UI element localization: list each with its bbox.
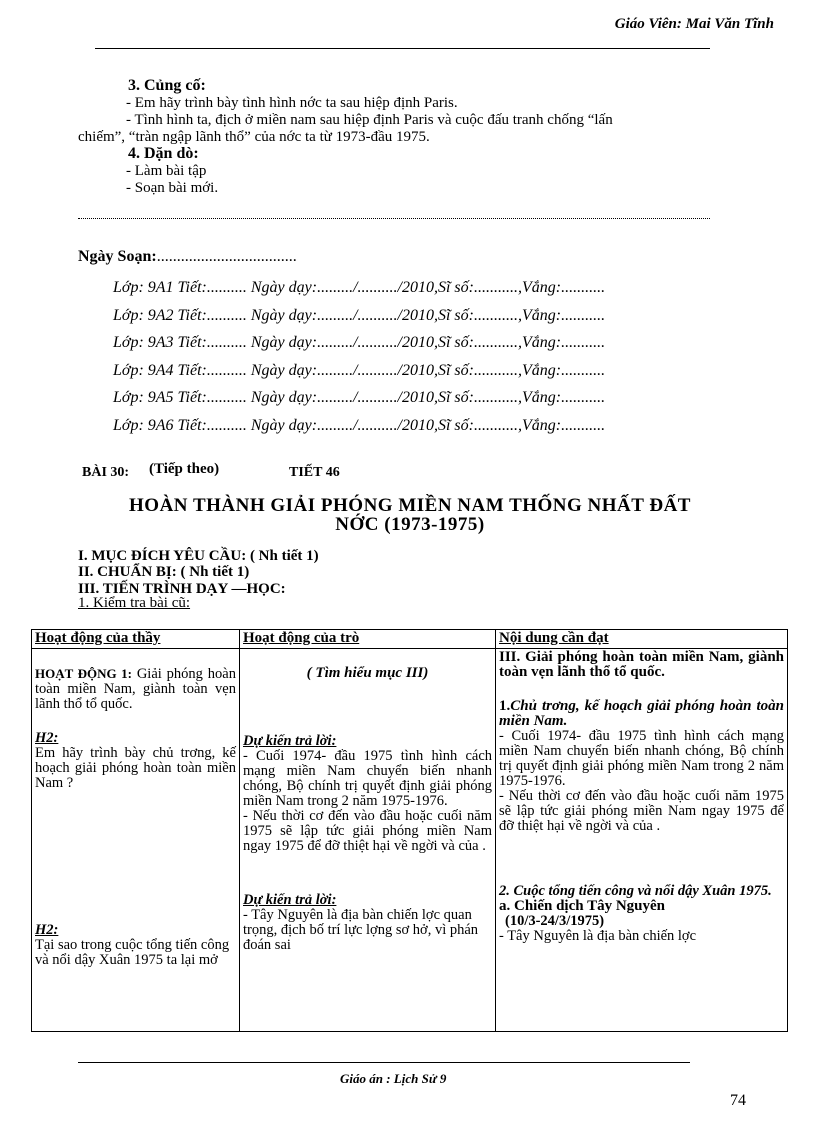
page-number: 74	[730, 1092, 746, 1109]
dando-line1: - Làm bài tập	[126, 163, 207, 179]
tiep-theo: (Tiếp theo)	[149, 461, 220, 477]
sub2-heading: 2. Cuộc tổng tiến công và nổi dậy Xuân 1975.	[499, 883, 772, 899]
chuan-bi-heading: II. CHUẨN BỊ:	[78, 564, 177, 580]
dando-line2: - Soạn bài mới.	[126, 180, 219, 196]
footer-text: Giáo án : Lịch Sử 9	[340, 1071, 447, 1086]
lesson-title-line2: NỚC (1973-1975)	[335, 514, 485, 535]
teacher-cell	[32, 649, 240, 1032]
chuan-bi	[78, 564, 249, 581]
bai-label: BÀI 30:	[82, 465, 130, 480]
muc-dich-note: ( Nh tiết 1)	[249, 548, 319, 564]
tien-trinh: III. TIẾN TRÌNH DẠY —HỌC:	[78, 581, 286, 597]
header-content: Nội dung cần đạt	[496, 630, 788, 649]
separator-dotted	[78, 218, 710, 219]
dk1-label: Dự kiến trả lời:	[243, 733, 337, 749]
dk2-p1: - Tây Nguyên là địa bàn chiến lợc quan trọng, địch bố trí lực lợng sơ hở, vì phán đoán sai	[243, 907, 479, 953]
ngay-soan-dots: ...................................	[156, 248, 297, 265]
hd1-label: HOẠT ĐỘNG 1:	[35, 666, 132, 681]
tiet-label: TIẾT 46	[289, 465, 340, 480]
sub1-num: 1.	[499, 698, 511, 714]
lop-row-9a4: Lớp: 9A4 Tiết:.......... Ngày dạy:........./........../2010,Sĩ số:...........,Vắng:...........	[113, 362, 606, 379]
hd1-block	[35, 666, 236, 712]
sub2a-p1: - Tây Nguyên là địa bàn chiến lợc	[499, 928, 697, 944]
lop-row-9a3: Lớp: 9A3 Tiết:.......... Ngày dạy:........./........../2010,Sĩ số:...........,Vắng:...........	[113, 334, 606, 351]
cungco-line2: - Tình hình ta, địch ở miền nam sau hiệp định Paris và cuộc đấu tranh chống “lấn	[126, 112, 613, 128]
dk1-p1: - Cuối 1974- đầu 1975 tình hình cách mạng miền Nam chuyển biến nhanh chóng, Bộ chính trị quyết định giải phóng miền Nam trong 2 năm 1975-1976.	[243, 748, 492, 809]
header-rule	[95, 48, 710, 49]
header-teacher-activity: Hoạt động của thầy	[32, 630, 240, 649]
lesson-table	[31, 629, 788, 1032]
muc-dich-heading: I. MỤC ĐÍCH YÊU CẦU:	[78, 548, 247, 564]
dk1-p2: - Nếu thời cơ đến vào đầu hoặc cuối năm 1975 sẽ lập tức giải phóng miền Nam ngay 1975 để đỡ thiệt hại về ngời và của .	[243, 808, 492, 854]
h2a-label: H2:	[35, 730, 59, 746]
table-row	[32, 649, 788, 1032]
dando-heading: 4. Dặn dò:	[128, 145, 199, 162]
h2a-text: Em hãy trình bày chủ trơng, kế hoạch giải phóng hoàn toàn miền Nam ?	[35, 745, 236, 791]
sub1-p1: - Cuối 1974- đầu 1975 tình hình cách mạng miền Nam chuyển biến nhanh chóng, Bộ chính trị quyết định giải phóng miền Nam trong 2 năm 1975-1976.	[499, 728, 784, 789]
ngay-soan-label: Ngày Soạn:	[78, 248, 157, 265]
cungco-section	[128, 78, 206, 94]
cungco-heading: 3. Củng cố:	[128, 77, 206, 94]
sub1-p2: - Nếu thời cơ đến vào đầu hoặc cuối năm 1975 sẽ lập tức giải phóng miền Nam ngay 1975 để đỡ thiệt hại về ngời và của .	[499, 788, 784, 834]
kiem-tra-label: 1. Kiểm tra bài cũ:	[78, 595, 191, 611]
h2b-label: H2:	[35, 922, 59, 938]
tim-hieu: ( Tìm hiểu mục III)	[306, 665, 429, 681]
sub2a-heading: a. Chiến dịch Tây Nguyên	[499, 898, 666, 914]
ngay-soan	[78, 248, 297, 266]
cungco-line1: - Em hãy trình bày tình hình nớc ta sau hiệp định Paris.	[126, 95, 458, 111]
chuan-bi-note: ( Nh tiết 1)	[180, 564, 250, 580]
lop-row-9a5: Lớp: 9A5 Tiết:.......... Ngày dạy:........./........../2010,Sĩ số:...........,Vắng:...........	[113, 389, 606, 406]
hd1-text: Giải phóng hoàn toàn miền Nam, giành toàn vẹn lãnh thổ tổ quốc.	[35, 666, 236, 712]
cungco-line3: chiếm”, “tràn ngập lãnh thổ” của nớc ta từ 1973-đầu 1975.	[78, 129, 430, 145]
sec3-heading: III. Giải phóng hoàn toàn miền Nam, giành toàn vẹn lãnh thổ tổ quốc.	[499, 649, 784, 680]
footer-rule	[78, 1062, 690, 1063]
kiem-tra	[78, 595, 190, 612]
student-cell	[240, 649, 496, 1032]
h2b-text: Tại sao trong cuộc tổng tiến công và nổi dậy Xuân 1975 ta lại mở	[35, 937, 230, 968]
lop-row-9a2: Lớp: 9A2 Tiết:.......... Ngày dạy:........./........../2010,Sĩ số:...........,Vắng:...........	[113, 307, 606, 324]
muc-dich	[78, 548, 319, 565]
table-header-row	[32, 630, 788, 649]
lesson-title-line1: HOÀN THÀNH GIẢI PHÓNG MIỀN NAM THỐNG NHẤT ĐẤT	[129, 495, 691, 516]
content-cell	[496, 649, 788, 1032]
sub1-heading	[499, 699, 784, 729]
sub2a-date: (10/3-24/3/1975)	[505, 913, 605, 929]
sub1-title: Chủ trơng, kế hoạch giải phóng hoàn toàn miền Nam.	[499, 698, 784, 729]
header-teacher: Giáo Viên: Mai Văn Tĩnh	[614, 16, 774, 32]
lop-row-9a1: Lớp: 9A1 Tiết:.......... Ngày dạy:........./........../2010,Sĩ số:...........,Vắng:...........	[113, 279, 606, 296]
lop-row-9a6: Lớp: 9A6 Tiết:.......... Ngày dạy:........./........../2010,Sĩ số:...........,Vắng:...........	[113, 417, 606, 434]
dk2-label: Dự kiến trả lời:	[243, 892, 337, 908]
header-student-activity: Hoạt động của trò	[240, 630, 496, 649]
